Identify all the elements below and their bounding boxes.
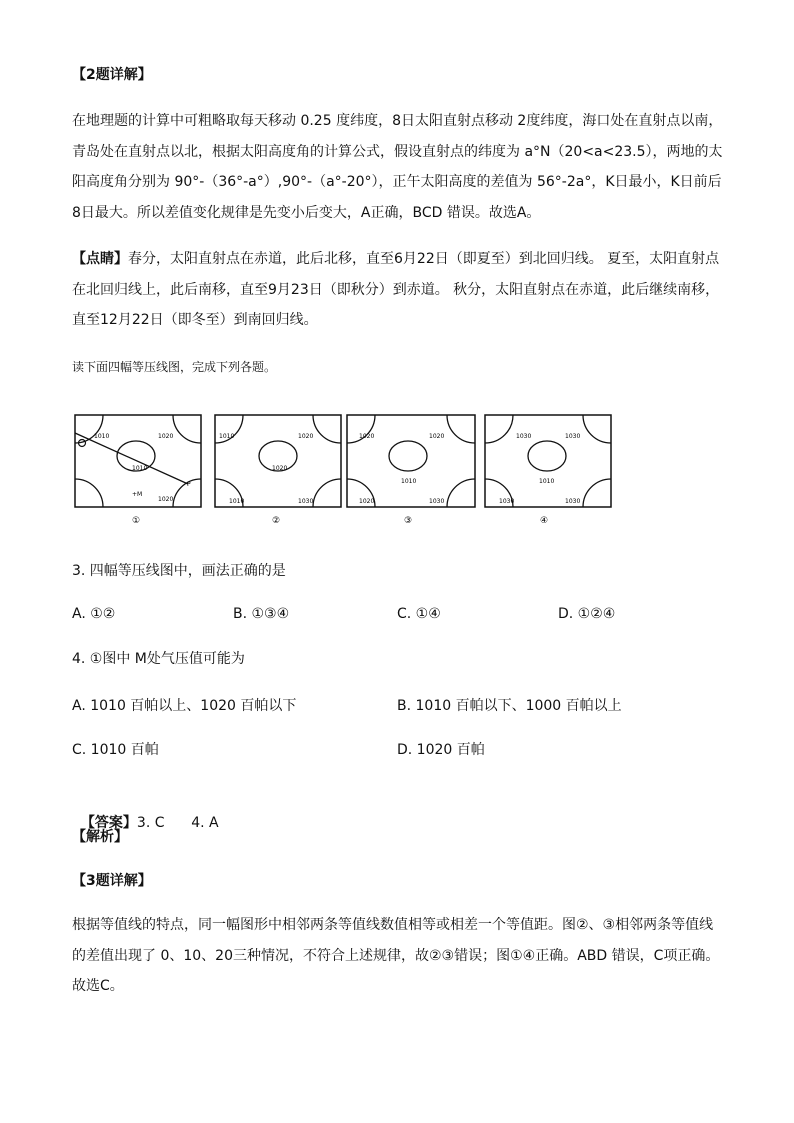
map3-label: 1010 [401, 478, 417, 485]
q4-options-row1 [72, 695, 732, 715]
map1-label: 1010 [132, 465, 148, 472]
map4-label: 1030 [565, 433, 581, 440]
q4-option-c: C. 1010 百帕 [72, 742, 159, 758]
map2-label: 1020 [298, 433, 314, 440]
map1-label: 1020 [158, 496, 174, 503]
q3-option-d: D. ①②④ [558, 606, 616, 622]
answer-text: 3. C 4. A [136, 815, 219, 831]
q4-options-row2 [72, 739, 732, 759]
q2-detail-paragraph: 在地理题的计算中可粗略取每天移动 0.25 度纬度，8日太阳直射点移动 2度纬度，海口处在直射点以南，青岛处在直射点以北，根据太阳高度角的计算公式，假设直射点的纬度为 a°N（20<a<23.5），两地的太阳高度角分别为 90°-（36°-a°）,90°-（a°-20°），正午太阳高度的差值为 56°-2a°，K日最小，K日前后 8日最大。所以差值变化规律是先变小后变大，A正确，BCD 错误。故选A。 [72, 113, 723, 221]
isobar-map-3 [319, 410, 503, 530]
analysis-label: 【解析】 [72, 829, 128, 845]
map4-label: 1030 [516, 433, 532, 440]
intro-text: 读下面四幅等压线图，完成下列各题。 [72, 360, 277, 374]
isobar-map-1 [70, 410, 229, 530]
map4-label: 1030 [565, 498, 581, 505]
map-caption: ② [272, 516, 281, 526]
map4-label: 1010 [539, 478, 555, 485]
map-caption: ④ [540, 516, 549, 526]
isobar-map-2 [187, 410, 369, 530]
map1-label: 1020 [158, 433, 174, 440]
q3-options [72, 606, 732, 626]
q3-detail-header: 【3题详解】 [72, 873, 152, 889]
map3-label: 1020 [359, 498, 375, 505]
map1-point-p: P [187, 481, 191, 488]
map3-label: 1030 [429, 498, 445, 505]
q4-option-b: B. 1010 百帕以下、1000 百帕以上 [397, 698, 622, 714]
map1-label: 1010 [94, 433, 110, 440]
q4-stem: 4. ①图中 M处气压值可能为 [72, 651, 245, 667]
map1-point-m: +M [132, 491, 143, 498]
q3-stem: 3. 四幅等压线图中，画法正确的是 [72, 563, 286, 579]
map3-label: 1020 [359, 433, 375, 440]
q4-option-a: A. 1010 百帕以上、1020 百帕以下 [72, 698, 297, 714]
map3-label: 1020 [429, 433, 445, 440]
note-text: 春分，太阳直射点在赤道，此后北移，直至6月22日（即夏至）到北回归线。 夏至，太阳直射点在北回归线上，此后南移，直至9月23日（即秋分）到赤道。 秋分，太阳直射点在赤道，此后继续南移，直至12月22日（即冬至）到南回归线。 [72, 251, 720, 328]
q3-option-c: C. ①④ [397, 606, 441, 622]
note-label: 【点睛】 [72, 251, 128, 267]
map2-label: 1010 [219, 433, 235, 440]
answer-label: 【答案】 [80, 815, 137, 831]
isobar-map-4 [457, 410, 620, 530]
map2-label: 1020 [272, 465, 288, 472]
map-caption: ① [132, 516, 141, 526]
q3-option-a: A. ①② [72, 606, 116, 622]
q3-option-b: B. ①③④ [233, 606, 290, 622]
map2-label: 1030 [298, 498, 314, 505]
map2-label: 1010 [229, 498, 245, 505]
q4-option-d: D. 1020 百帕 [397, 742, 485, 758]
map-caption: ③ [404, 516, 413, 526]
q2-detail-header: 【2题详解】 [72, 67, 152, 83]
map4-label: 1030 [499, 498, 515, 505]
q3-detail-paragraph: 根据等值线的特点，同一幅图形中相邻两条等值线数值相等或相差一个等值距。图②、③相邻两条等值线的差值出现了 0、10、20三种情况，不符合上述规律，故②③错误；图①④正确。ABD 错误，C项正确。故选C。 [72, 917, 720, 994]
isobar-figure [70, 410, 620, 530]
q2-note-paragraph [72, 244, 724, 336]
